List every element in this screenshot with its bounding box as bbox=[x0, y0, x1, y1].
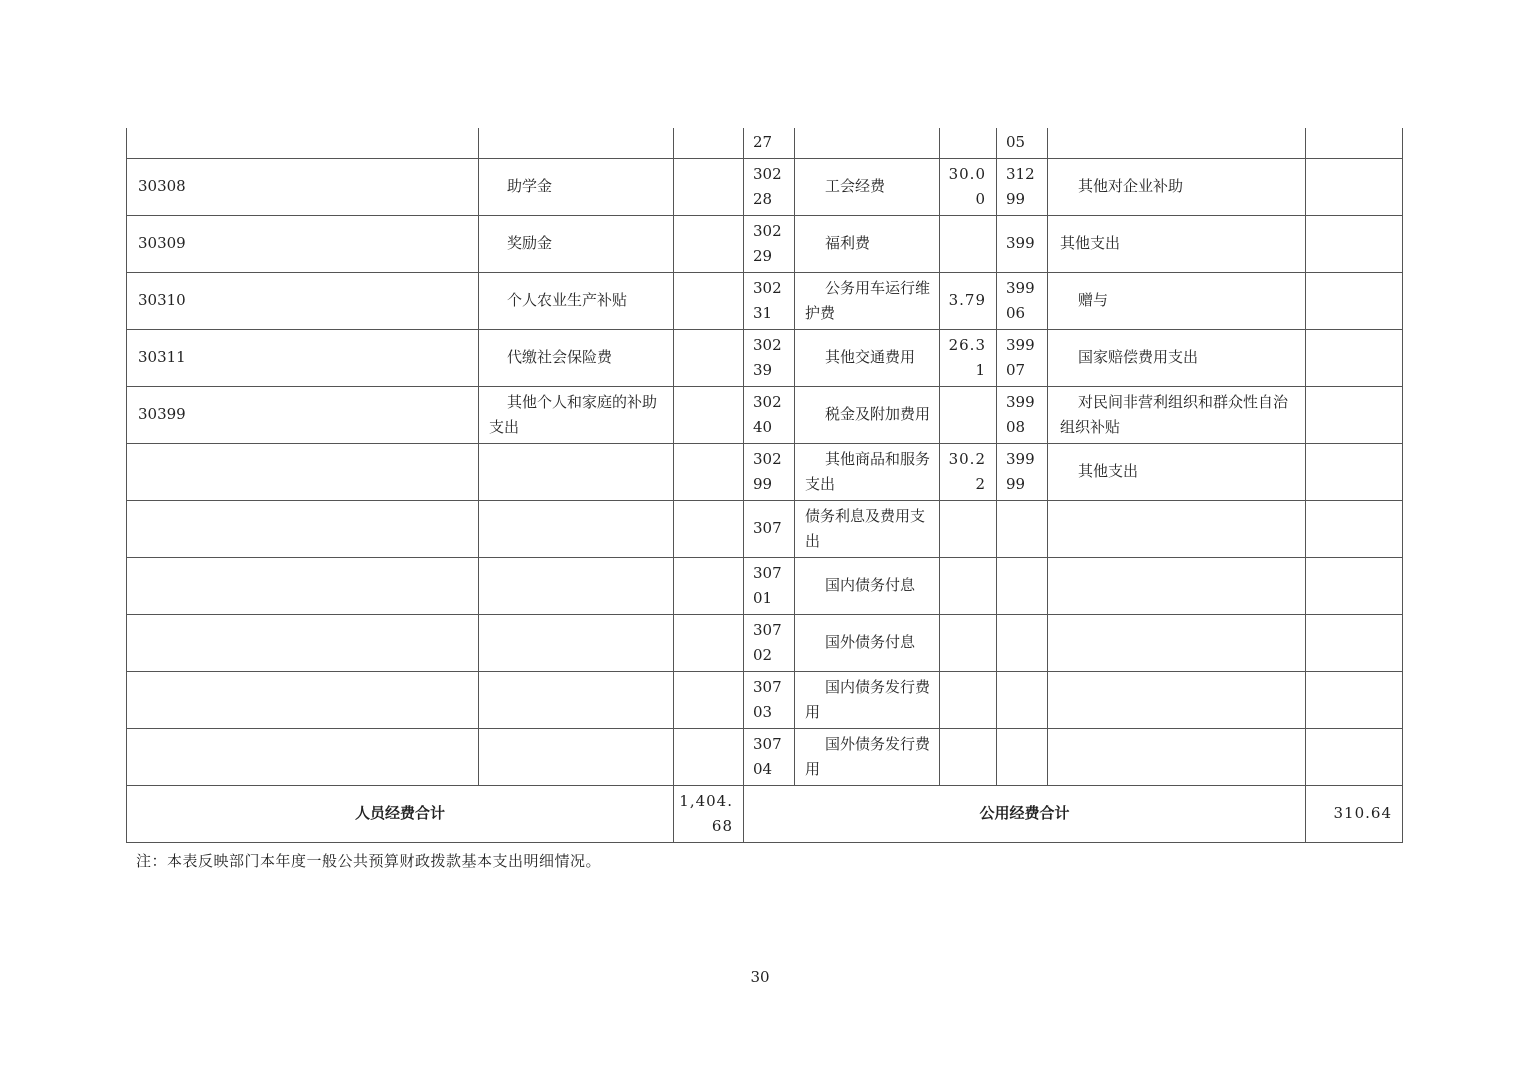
public-amount bbox=[940, 386, 997, 443]
other-item: 其他对企业补助 bbox=[1048, 158, 1306, 215]
public-item: 国外债务付息 bbox=[795, 614, 940, 671]
personnel-item: 其他个人和家庭的补助支出 bbox=[479, 386, 674, 443]
public-amount bbox=[940, 215, 997, 272]
personnel-total-amount: 1,404.68 bbox=[674, 785, 744, 842]
public-item: 国内债务发行费用 bbox=[795, 671, 940, 728]
expenditure-detail-table bbox=[126, 128, 1403, 843]
personnel-amount bbox=[674, 557, 744, 614]
personnel-item: 代缴社会保险费 bbox=[479, 329, 674, 386]
personnel-code bbox=[127, 500, 479, 557]
personnel-total-label: 人员经费合计 bbox=[127, 785, 674, 842]
personnel-amount bbox=[674, 215, 744, 272]
personnel-item bbox=[479, 557, 674, 614]
personnel-item: 奖励金 bbox=[479, 215, 674, 272]
personnel-item bbox=[479, 443, 674, 500]
table-row bbox=[127, 557, 1403, 614]
other-code bbox=[997, 500, 1048, 557]
other-item bbox=[1048, 614, 1306, 671]
public-item: 国外债务发行费用 bbox=[795, 728, 940, 785]
table-note: 注：本表反映部门本年度一般公共预算财政拨款基本支出明细情况。 bbox=[136, 852, 602, 870]
other-amount bbox=[1306, 128, 1403, 158]
table-row bbox=[127, 215, 1403, 272]
table-row bbox=[127, 614, 1403, 671]
personnel-item bbox=[479, 500, 674, 557]
public-amount: 3.79 bbox=[940, 272, 997, 329]
personnel-code bbox=[127, 728, 479, 785]
other-code: 39999 bbox=[997, 443, 1048, 500]
other-code: 399 bbox=[997, 215, 1048, 272]
table-row bbox=[127, 158, 1403, 215]
public-code: 30702 bbox=[744, 614, 795, 671]
other-amount bbox=[1306, 443, 1403, 500]
table-row bbox=[127, 500, 1403, 557]
personnel-code: 30311 bbox=[127, 329, 479, 386]
public-item: 债务利息及费用支出 bbox=[795, 500, 940, 557]
other-item: 对民间非营利组织和群众性自治组织补贴 bbox=[1048, 386, 1306, 443]
personnel-code bbox=[127, 443, 479, 500]
public-item: 税金及附加费用 bbox=[795, 386, 940, 443]
other-amount bbox=[1306, 728, 1403, 785]
personnel-amount bbox=[674, 728, 744, 785]
public-item: 公务用车运行维护费 bbox=[795, 272, 940, 329]
public-code: 30240 bbox=[744, 386, 795, 443]
personnel-amount bbox=[674, 671, 744, 728]
table-row bbox=[127, 128, 1403, 158]
other-item bbox=[1048, 128, 1306, 158]
public-total-label: 公用经费合计 bbox=[744, 785, 1306, 842]
table-row bbox=[127, 272, 1403, 329]
public-amount: 26.31 bbox=[940, 329, 997, 386]
other-item bbox=[1048, 500, 1306, 557]
personnel-item bbox=[479, 128, 674, 158]
personnel-code: 30310 bbox=[127, 272, 479, 329]
personnel-amount bbox=[674, 128, 744, 158]
personnel-item: 助学金 bbox=[479, 158, 674, 215]
public-amount bbox=[940, 671, 997, 728]
public-item: 国内债务付息 bbox=[795, 557, 940, 614]
other-code: 39906 bbox=[997, 272, 1048, 329]
table-row bbox=[127, 728, 1403, 785]
public-amount bbox=[940, 614, 997, 671]
other-item: 赠与 bbox=[1048, 272, 1306, 329]
other-code: 39908 bbox=[997, 386, 1048, 443]
other-item bbox=[1048, 671, 1306, 728]
totals-row bbox=[127, 785, 1403, 842]
personnel-amount bbox=[674, 500, 744, 557]
table-row bbox=[127, 386, 1403, 443]
other-code: 39907 bbox=[997, 329, 1048, 386]
personnel-amount bbox=[674, 386, 744, 443]
personnel-amount bbox=[674, 329, 744, 386]
table-body bbox=[127, 128, 1403, 842]
personnel-amount bbox=[674, 614, 744, 671]
public-code: 27 bbox=[744, 128, 795, 158]
other-item bbox=[1048, 728, 1306, 785]
public-item: 其他交通费用 bbox=[795, 329, 940, 386]
public-code: 307 bbox=[744, 500, 795, 557]
other-code bbox=[997, 557, 1048, 614]
personnel-code: 30308 bbox=[127, 158, 479, 215]
other-amount bbox=[1306, 272, 1403, 329]
other-item: 其他支出 bbox=[1048, 443, 1306, 500]
public-code: 30701 bbox=[744, 557, 795, 614]
table-row bbox=[127, 671, 1403, 728]
personnel-item bbox=[479, 671, 674, 728]
public-amount: 30.22 bbox=[940, 443, 997, 500]
other-amount bbox=[1306, 386, 1403, 443]
public-item: 福利费 bbox=[795, 215, 940, 272]
public-item: 其他商品和服务支出 bbox=[795, 443, 940, 500]
other-amount bbox=[1306, 158, 1403, 215]
public-code: 30229 bbox=[744, 215, 795, 272]
personnel-amount bbox=[674, 443, 744, 500]
public-amount bbox=[940, 557, 997, 614]
table-row bbox=[127, 443, 1403, 500]
public-code: 30703 bbox=[744, 671, 795, 728]
public-code: 30228 bbox=[744, 158, 795, 215]
personnel-amount bbox=[674, 158, 744, 215]
other-code bbox=[997, 728, 1048, 785]
public-amount bbox=[940, 128, 997, 158]
personnel-code: 30399 bbox=[127, 386, 479, 443]
personnel-item bbox=[479, 728, 674, 785]
other-item bbox=[1048, 557, 1306, 614]
public-item bbox=[795, 128, 940, 158]
other-amount bbox=[1306, 329, 1403, 386]
public-amount bbox=[940, 500, 997, 557]
other-amount bbox=[1306, 557, 1403, 614]
public-code: 30239 bbox=[744, 329, 795, 386]
public-total-amount: 310.64 bbox=[1306, 785, 1403, 842]
personnel-code: 30309 bbox=[127, 215, 479, 272]
personnel-code bbox=[127, 671, 479, 728]
public-item: 工会经费 bbox=[795, 158, 940, 215]
public-code: 30231 bbox=[744, 272, 795, 329]
other-amount bbox=[1306, 215, 1403, 272]
personnel-code bbox=[127, 557, 479, 614]
personnel-item: 个人农业生产补贴 bbox=[479, 272, 674, 329]
personnel-code bbox=[127, 614, 479, 671]
personnel-amount bbox=[674, 272, 744, 329]
public-code: 30704 bbox=[744, 728, 795, 785]
public-code: 30299 bbox=[744, 443, 795, 500]
personnel-code bbox=[127, 128, 479, 158]
other-amount bbox=[1306, 500, 1403, 557]
public-amount: 30.00 bbox=[940, 158, 997, 215]
public-amount bbox=[940, 728, 997, 785]
page-number: 30 bbox=[750, 968, 770, 986]
other-code bbox=[997, 671, 1048, 728]
other-amount bbox=[1306, 614, 1403, 671]
other-code bbox=[997, 614, 1048, 671]
other-item: 其他支出 bbox=[1048, 215, 1306, 272]
other-code: 31299 bbox=[997, 158, 1048, 215]
table-row bbox=[127, 329, 1403, 386]
other-code: 05 bbox=[997, 128, 1048, 158]
other-amount bbox=[1306, 671, 1403, 728]
personnel-item bbox=[479, 614, 674, 671]
other-item: 国家赔偿费用支出 bbox=[1048, 329, 1306, 386]
